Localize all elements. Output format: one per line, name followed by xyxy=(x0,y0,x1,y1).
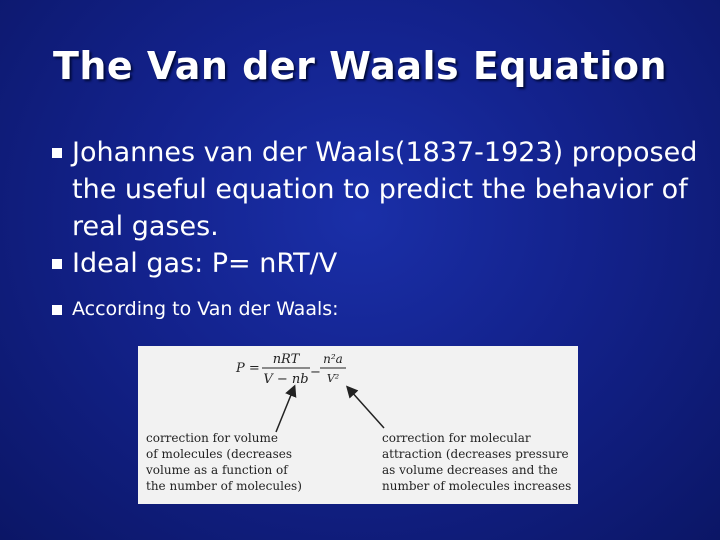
right-caption-line: correction for molecular xyxy=(382,431,531,445)
equation-p: P = xyxy=(236,361,260,376)
bullet-item xyxy=(52,245,712,282)
bullet-list xyxy=(52,134,712,322)
right-caption-line: attraction (decreases pressure xyxy=(382,447,569,461)
equation-diagram xyxy=(138,346,578,504)
arrow-to-attraction-term xyxy=(350,390,384,428)
slide-title: The Van der Waals Equation xyxy=(52,44,668,88)
bullet-text: Johannes van der Waals(1837-1923) proposed the useful equation to predict the behavior of real gases. xyxy=(72,137,698,242)
bullet-item xyxy=(52,134,712,245)
equation-term2-denominator: V² xyxy=(326,372,340,385)
arrow-to-volume-term xyxy=(276,390,293,432)
equation-figure xyxy=(138,346,578,504)
left-caption-line: correction for volume xyxy=(146,431,278,445)
equation-term2-numerator: n²a xyxy=(323,352,343,366)
bullet-square-icon xyxy=(52,259,62,269)
left-caption-line: of molecules (decreases xyxy=(146,447,292,461)
bullet-item xyxy=(52,296,712,322)
left-caption-line: volume as a function of xyxy=(146,463,288,477)
equation-term1-denominator: V − nb xyxy=(263,372,309,387)
equation-term1-numerator: nRT xyxy=(272,352,300,367)
bullet-square-icon xyxy=(52,148,62,158)
bullet-text: According to Van der Waals: xyxy=(72,298,339,320)
left-caption-line: the number of molecules) xyxy=(146,479,302,493)
bullet-text: Ideal gas: P= nRT/V xyxy=(72,248,338,279)
equation-minus: − xyxy=(310,365,321,380)
bullet-square-icon xyxy=(52,305,62,315)
right-caption-line: as volume decreases and the xyxy=(382,463,558,477)
right-caption-line: number of molecules increases xyxy=(382,479,572,493)
